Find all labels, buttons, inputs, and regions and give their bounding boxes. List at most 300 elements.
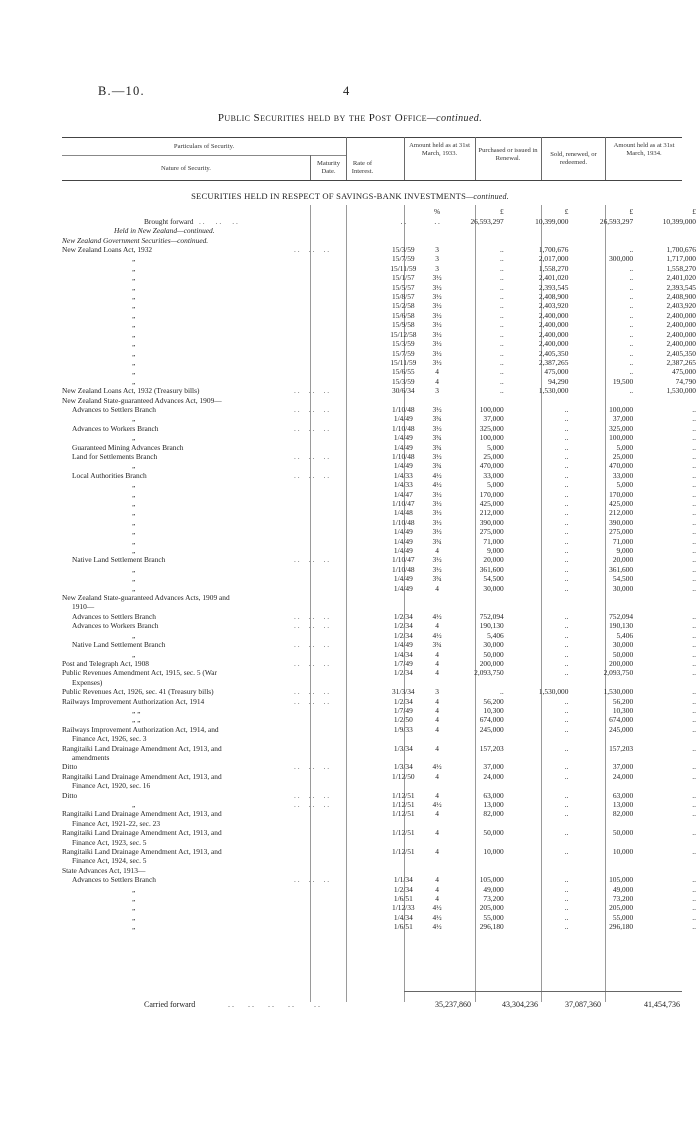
sold xyxy=(572,677,637,686)
held-1933: 425,000 xyxy=(479,499,504,508)
table-row xyxy=(62,226,700,235)
held-1933: 100,000 xyxy=(479,433,504,443)
particular xyxy=(62,301,385,310)
held-1934: .. xyxy=(692,423,696,433)
bf-purchased: 10,399,000 xyxy=(535,216,569,226)
sold: 170,000 xyxy=(609,489,634,499)
row-label: Rangitaiki Land Drainage Amendment Act, 1913, and xyxy=(62,809,222,819)
maturity-date: 1/12/51 xyxy=(392,809,415,819)
particular xyxy=(62,630,385,639)
interest-rate xyxy=(422,837,453,846)
purchased: .. xyxy=(564,611,569,621)
purchased: .. xyxy=(564,875,569,885)
held-1934 xyxy=(637,235,700,244)
particular xyxy=(62,564,385,573)
maturity-date: 15/2/58 xyxy=(392,301,415,311)
held-1933 xyxy=(453,734,508,743)
row-label: Ditto xyxy=(62,790,78,800)
held-1934: .. xyxy=(692,800,696,809)
particular xyxy=(62,706,385,715)
maturity-date: 1/10/47 xyxy=(392,555,415,565)
purchased: .. xyxy=(564,499,569,508)
particular xyxy=(62,235,385,244)
particular xyxy=(62,423,385,432)
table-row xyxy=(62,564,700,573)
particular xyxy=(62,367,385,376)
held-1933: .. xyxy=(500,687,504,697)
table-row xyxy=(62,706,700,715)
held-1933: 25,000 xyxy=(483,451,504,461)
sold: 5,406 xyxy=(616,630,634,640)
bf-held-1933: 26,593,297 xyxy=(470,216,504,226)
row-label: „ xyxy=(132,574,136,584)
held-1934: .. xyxy=(692,451,696,461)
purchased xyxy=(508,235,573,244)
table-row xyxy=(62,696,700,705)
sold: .. xyxy=(629,292,634,302)
purchased: .. xyxy=(564,894,569,904)
particular xyxy=(62,668,385,677)
held-1934: .. xyxy=(692,461,696,471)
sold: .. xyxy=(629,320,634,330)
sold xyxy=(572,865,637,874)
particular xyxy=(62,245,385,254)
purchased: 1,558,270 xyxy=(538,263,569,273)
purchased: .. xyxy=(564,668,569,678)
held-1933 xyxy=(453,865,508,874)
interest-rate: 3½ xyxy=(432,301,442,311)
table-row xyxy=(62,724,700,733)
row-label: Finance Act, 1924, sec. 5 xyxy=(72,856,147,866)
held-1933: 10,000 xyxy=(483,847,504,857)
maturity-date: 1/4/47 xyxy=(393,489,413,499)
table-row xyxy=(62,912,700,921)
row-label: „ xyxy=(132,489,136,499)
table-row xyxy=(62,367,700,376)
held-1933: 245,000 xyxy=(479,724,504,734)
row-label: Finance Act, 1921-22, sec. 23 xyxy=(72,818,161,828)
row-label: „ xyxy=(132,310,136,320)
title-text: Public Securities held by the Post Office xyxy=(217,112,427,124)
table-row xyxy=(62,263,700,272)
maturity-date xyxy=(385,734,422,743)
maturity-date: 1/2/34 xyxy=(393,696,413,706)
particular xyxy=(62,470,385,479)
held-1933: 33,000 xyxy=(483,470,504,480)
interest-rate xyxy=(422,395,453,404)
sold: 82,000 xyxy=(612,809,634,819)
held-1933: 20,000 xyxy=(483,555,504,565)
maturity-date: 15/7/59 xyxy=(392,254,415,264)
row-label: Advances to Workers Branch xyxy=(72,423,159,433)
purchased: .. xyxy=(564,536,569,546)
table-row xyxy=(62,668,700,677)
held-1934: .. xyxy=(692,922,696,932)
purchased: .. xyxy=(564,404,569,414)
row-label: „ xyxy=(132,263,136,273)
row-label: „ xyxy=(132,508,136,518)
sold: 37,000 xyxy=(612,414,634,424)
held-1933 xyxy=(453,395,508,404)
held-1933: 9,000 xyxy=(487,546,504,556)
cell xyxy=(62,207,385,216)
held-1933: 200,000 xyxy=(479,658,504,668)
table-row xyxy=(62,517,700,526)
row-label: State Advances Act, 1913— xyxy=(62,865,146,875)
held-1933: 275,000 xyxy=(479,527,504,537)
leader-dots: . . . . . . xyxy=(294,611,330,621)
interest-rate: 4 xyxy=(435,828,439,838)
purchased: .. xyxy=(564,527,569,537)
held-1934 xyxy=(637,753,700,762)
table-row xyxy=(62,508,700,517)
held-1934: 1,717,000 xyxy=(666,254,696,264)
particular xyxy=(62,818,385,827)
interest-rate: 3 xyxy=(435,386,439,396)
held-1933: .. xyxy=(500,245,504,255)
sold: 190,130 xyxy=(609,621,634,631)
purchased: 94,290 xyxy=(548,376,569,386)
section-heading xyxy=(0,191,700,201)
col-held-1934: Amount held as at 31st March, 1934. xyxy=(613,142,675,157)
purchased: 2,400,000 xyxy=(538,320,569,330)
purchased xyxy=(508,226,573,235)
table-row xyxy=(62,894,700,903)
purchased: .. xyxy=(564,442,569,452)
cf-sold: 37,087,360 xyxy=(565,1000,601,1009)
sold: 212,000 xyxy=(609,508,634,518)
sold xyxy=(572,753,637,762)
sold xyxy=(572,781,637,790)
interest-rate xyxy=(422,734,453,743)
interest-rate: 4 xyxy=(435,809,439,819)
table-row xyxy=(62,329,700,338)
row-label: „ xyxy=(132,461,136,471)
interest-rate: 3½ xyxy=(432,564,442,574)
held-1934 xyxy=(637,602,700,611)
maturity-date: 1/4/49 xyxy=(393,414,413,424)
row-label: „ xyxy=(132,348,136,358)
held-1933: .. xyxy=(500,348,504,358)
held-1934: .. xyxy=(692,809,696,819)
maturity-date: 1/2/34 xyxy=(393,621,413,631)
sold: 5,000 xyxy=(616,480,634,490)
row-label: „ xyxy=(132,329,136,339)
held-1934: .. xyxy=(692,715,696,725)
particular xyxy=(62,508,385,517)
row-label: „ xyxy=(132,536,136,546)
row-label: Land for Settlements Branch xyxy=(72,451,158,461)
held-1933: .. xyxy=(500,386,504,396)
maturity-date: 31/3/34 xyxy=(392,687,415,697)
row-label: „ xyxy=(132,903,136,913)
table-row xyxy=(62,235,700,244)
row-label: New Zealand State-guaranteed Advances Acts, 1909 and xyxy=(62,593,230,603)
held-1934: 2,408,900 xyxy=(666,292,696,302)
interest-rate xyxy=(422,753,453,762)
interest-rate xyxy=(422,865,453,874)
maturity-date: 1/12/50 xyxy=(392,771,415,781)
carried-forward-label: Carried forward xyxy=(144,1000,196,1009)
table-row xyxy=(62,809,700,818)
table-row xyxy=(62,875,700,884)
sold xyxy=(572,837,637,846)
maturity-date: 15/1/57 xyxy=(392,273,415,283)
interest-rate: 4 xyxy=(435,847,439,857)
interest-rate: 4½ xyxy=(432,630,442,640)
table-row xyxy=(62,405,700,414)
held-1933: 50,000 xyxy=(483,649,504,659)
held-1933: 212,000 xyxy=(479,508,504,518)
sold: 63,000 xyxy=(612,790,634,800)
interest-rate: 4 xyxy=(435,696,439,706)
held-1934: .. xyxy=(692,433,696,443)
held-1934: .. xyxy=(692,828,696,838)
held-1934: .. xyxy=(692,470,696,480)
held-1934: 1,700,676 xyxy=(666,245,696,255)
interest-rate: 3¾ xyxy=(432,574,442,584)
row-label: Held in New Zealand—continued. xyxy=(114,226,215,236)
held-1933: 13,000 xyxy=(483,800,504,809)
held-1934 xyxy=(637,395,700,404)
interest-rate: 4 xyxy=(435,583,439,593)
maturity-date: 1/2/34 xyxy=(393,611,413,621)
row-label: Public Revenues Act, 1926, sec. 41 (Treasury bills) xyxy=(62,687,214,697)
interest-rate xyxy=(422,593,453,602)
sold: 470,000 xyxy=(609,461,634,471)
particular xyxy=(62,659,385,668)
interest-rate: 3½ xyxy=(432,489,442,499)
interest-rate: 4 xyxy=(435,546,439,556)
sold: .. xyxy=(629,245,634,255)
particular xyxy=(62,395,385,404)
row-label: Finance Act, 1926, sec. 3 xyxy=(72,734,147,744)
interest-rate xyxy=(422,818,453,827)
purchased: 2,393,545 xyxy=(538,282,569,292)
table-row xyxy=(62,414,700,423)
sold: 20,000 xyxy=(612,555,634,565)
units-row xyxy=(62,207,700,216)
interest-rate: 3½ xyxy=(432,555,442,565)
interest-rate xyxy=(422,781,453,790)
sold: 50,000 xyxy=(612,828,634,838)
interest-rate: 3 xyxy=(435,254,439,264)
cell xyxy=(385,207,422,216)
maturity-date: 1/2/34 xyxy=(393,668,413,678)
particular xyxy=(62,724,385,733)
held-1933: .. xyxy=(500,357,504,367)
held-1934: .. xyxy=(692,668,696,678)
held-1934: .. xyxy=(692,894,696,904)
table-row xyxy=(62,715,700,724)
table-row xyxy=(62,386,700,395)
purchased: .. xyxy=(564,809,569,819)
held-1934: 2,400,000 xyxy=(666,310,696,320)
maturity-date: 1/12/51 xyxy=(392,847,415,857)
table-row xyxy=(62,903,700,912)
sold: 19,500 xyxy=(612,376,634,386)
particular xyxy=(62,847,385,856)
held-1934: .. xyxy=(692,903,696,913)
purchased: 2,400,000 xyxy=(538,339,569,349)
row-label: „ xyxy=(132,273,136,283)
held-1933: 470,000 xyxy=(479,461,504,471)
held-1934: .. xyxy=(692,404,696,414)
purchased: .. xyxy=(564,461,569,471)
sold: 390,000 xyxy=(609,517,634,527)
sold: 300,000 xyxy=(609,254,634,264)
held-1933: .. xyxy=(500,273,504,283)
maturity-date: 1/12/51 xyxy=(392,790,415,800)
sold: 245,000 xyxy=(609,724,634,734)
interest-rate: 3½ xyxy=(432,282,442,292)
purchased: .. xyxy=(564,423,569,433)
sold: .. xyxy=(629,386,634,396)
table-row xyxy=(62,546,700,555)
particular xyxy=(62,583,385,592)
col-maturity: Maturity Date. xyxy=(316,160,341,175)
maturity-date xyxy=(385,818,422,827)
purchased: 2,403,920 xyxy=(538,301,569,311)
particular xyxy=(62,574,385,583)
sold xyxy=(572,395,637,404)
row-label: „ xyxy=(132,367,136,377)
table-row xyxy=(62,376,700,385)
held-1933: 5,406 xyxy=(487,630,504,640)
table-row xyxy=(62,621,700,630)
interest-rate: 3½ xyxy=(432,339,442,349)
purchased: .. xyxy=(564,546,569,556)
purchased: .. xyxy=(564,583,569,593)
interest-rate: 4 xyxy=(435,668,439,678)
purchased: .. xyxy=(564,451,569,461)
row-label: „ xyxy=(132,282,136,292)
interest-rate: 3½ xyxy=(432,517,442,527)
table-row xyxy=(62,348,700,357)
maturity-date: 1/9/33 xyxy=(393,724,413,734)
table-row xyxy=(62,245,700,254)
table-row xyxy=(62,602,700,611)
money-unit: £ xyxy=(564,207,569,217)
particular xyxy=(62,489,385,498)
particular xyxy=(62,414,385,423)
sold: 37,000 xyxy=(612,762,634,772)
row-label: „ xyxy=(132,546,136,556)
interest-rate: 3¾ xyxy=(432,536,442,546)
table-row xyxy=(62,753,700,762)
maturity-date xyxy=(385,781,422,790)
col-rate: Rate of Interest. xyxy=(351,160,374,175)
maturity-date xyxy=(385,226,422,235)
section-suffix: —continued. xyxy=(466,192,509,201)
purchased: .. xyxy=(564,414,569,424)
held-1934: 475,000 xyxy=(671,367,696,377)
sold: 200,000 xyxy=(609,658,634,668)
sold: 2,093,750 xyxy=(603,668,634,678)
purchased: .. xyxy=(564,922,569,932)
table-row xyxy=(62,640,700,649)
held-1933: 205,000 xyxy=(479,903,504,913)
sold xyxy=(572,593,637,602)
held-1934: .. xyxy=(692,724,696,734)
purchased xyxy=(508,818,573,827)
maturity-date: 30/6/34 xyxy=(392,386,415,396)
maturity-date: 15/6/55 xyxy=(392,367,415,377)
brought-forward-row xyxy=(62,216,700,225)
row-label: New Zealand State-guaranteed Advances Act, 1909— xyxy=(62,395,222,405)
particular xyxy=(62,593,385,602)
interest-rate: 4 xyxy=(435,743,439,753)
leader-dots: . . . . . . xyxy=(294,687,330,697)
row-label: „ xyxy=(132,517,136,527)
held-1934: 2,401,020 xyxy=(666,273,696,283)
particular xyxy=(62,809,385,818)
interest-rate: 3¾ xyxy=(432,640,442,650)
particular xyxy=(62,743,385,752)
purchased: .. xyxy=(564,743,569,753)
row-label: Advances to Settlers Branch xyxy=(72,404,156,414)
interest-rate: 4½ xyxy=(432,912,442,922)
held-1933: 37,000 xyxy=(483,762,504,772)
table-row xyxy=(62,734,700,743)
held-1933: .. xyxy=(500,367,504,377)
maturity-date: 1/3/34 xyxy=(393,743,413,753)
held-1934: .. xyxy=(692,640,696,650)
held-1933: .. xyxy=(500,282,504,292)
sold: 205,000 xyxy=(609,903,634,913)
row-label: „ xyxy=(132,564,136,574)
particular xyxy=(62,452,385,461)
sold: .. xyxy=(629,329,634,339)
particular xyxy=(62,517,385,526)
particular xyxy=(62,226,385,235)
interest-rate: 4½ xyxy=(432,903,442,913)
interest-rate: 3½ xyxy=(432,499,442,508)
purchased: 475,000 xyxy=(544,367,569,377)
held-1933: .. xyxy=(500,339,504,349)
money-unit: £ xyxy=(629,207,634,217)
row-label: Finance Act, 1923, sec. 5 xyxy=(72,837,147,847)
purchased: .. xyxy=(564,433,569,443)
table-row xyxy=(62,555,700,564)
particular xyxy=(62,781,385,790)
table-row xyxy=(62,630,700,639)
held-1934: .. xyxy=(692,555,696,565)
maturity-date: 1/7/49 xyxy=(393,705,413,715)
held-1933: .. xyxy=(500,310,504,320)
table-row xyxy=(62,499,700,508)
purchased: 1,700,676 xyxy=(538,245,569,255)
row-label: „ xyxy=(132,499,136,508)
maturity-date: 1/10/48 xyxy=(392,451,415,461)
purchased: .. xyxy=(564,640,569,650)
held-1934: .. xyxy=(692,442,696,452)
particular xyxy=(62,894,385,903)
held-1933 xyxy=(453,753,508,762)
row-label: „ xyxy=(132,254,136,264)
row-label: amendments xyxy=(72,752,110,762)
maturity-date xyxy=(385,395,422,404)
purchased: .. xyxy=(564,564,569,574)
held-1933: 752,094 xyxy=(479,611,504,621)
maturity-date: 1/4/49 xyxy=(393,574,413,584)
purchased: .. xyxy=(564,828,569,838)
particular xyxy=(62,790,385,799)
sold xyxy=(572,734,637,743)
held-1933: 49,000 xyxy=(483,884,504,894)
held-1933: 100,000 xyxy=(479,404,504,414)
interest-rate: 3½ xyxy=(432,273,442,283)
